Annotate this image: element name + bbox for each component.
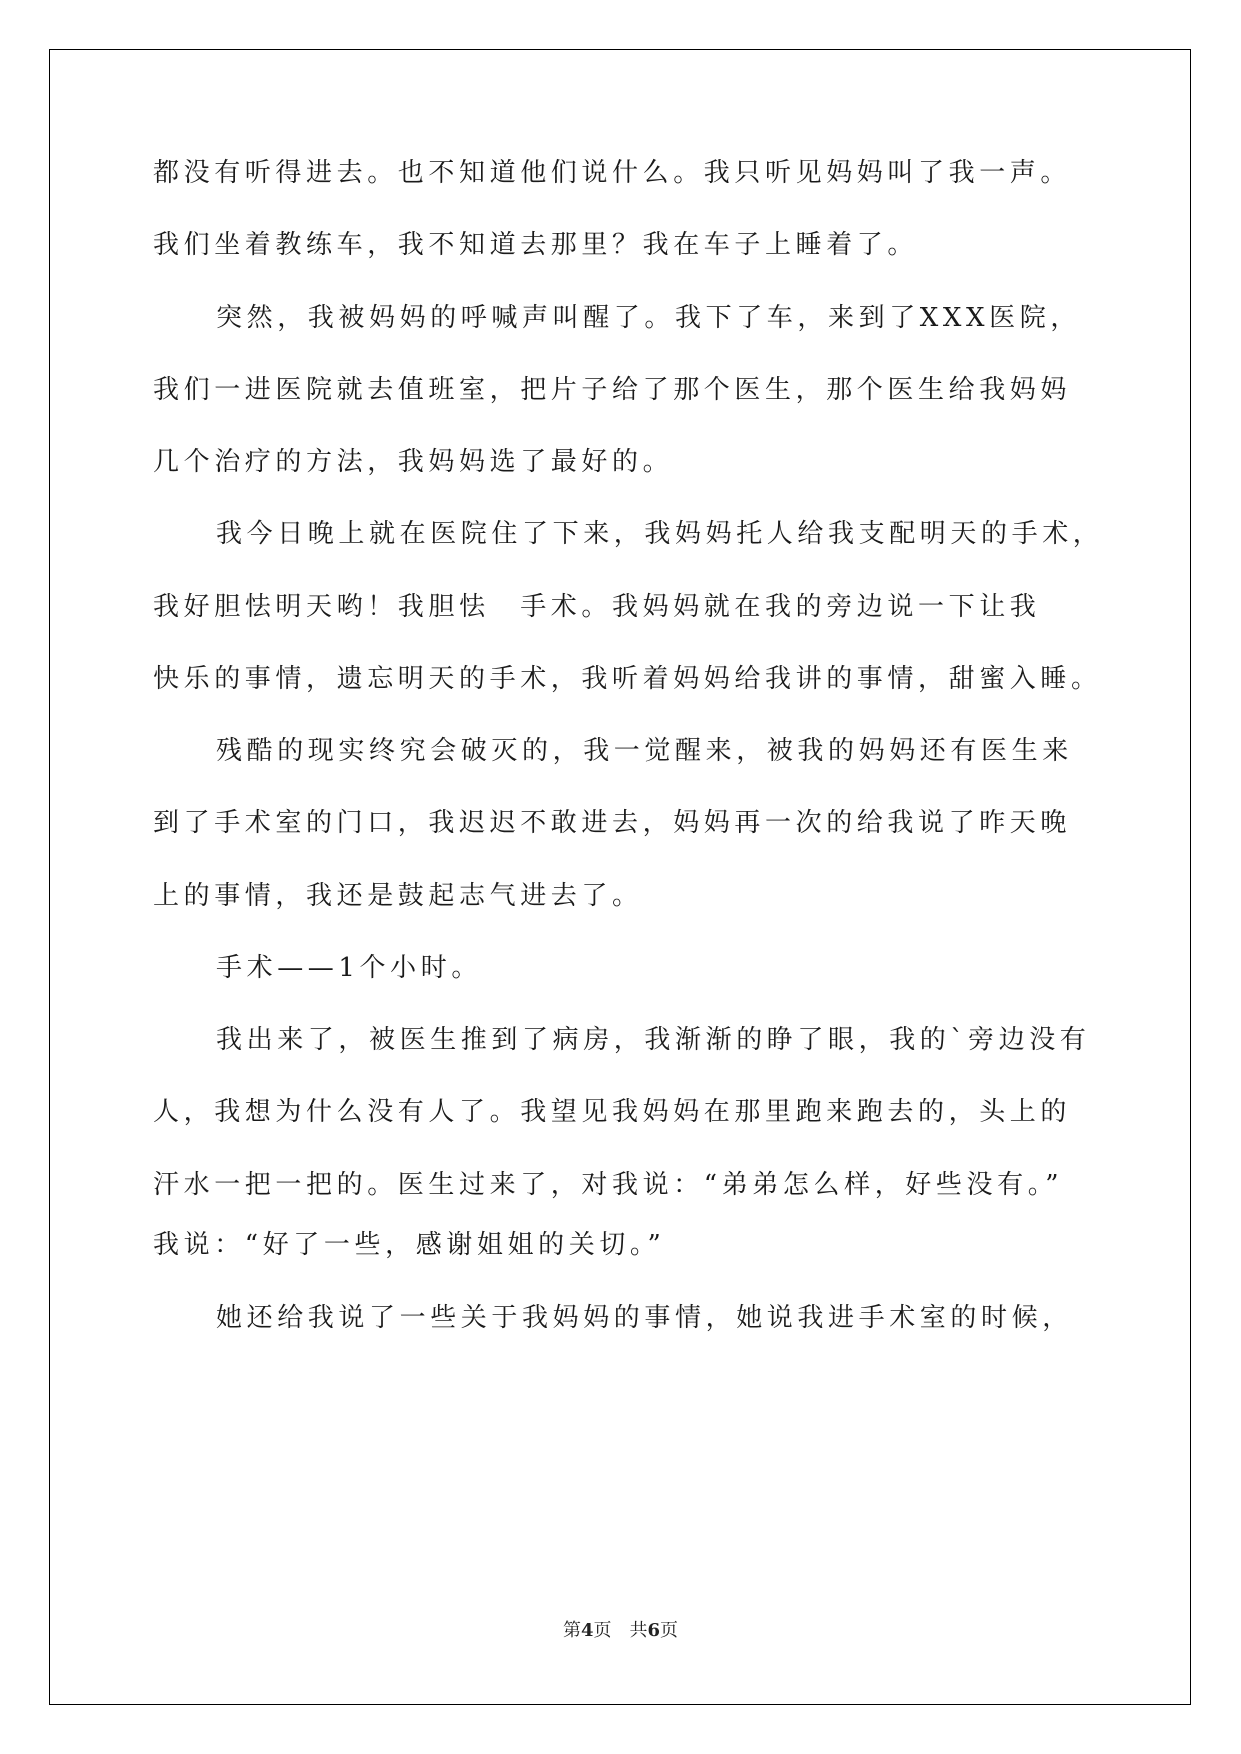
text-line: 手术——1个小时。 bbox=[216, 953, 482, 983]
text-line: 我好胆怯明天哟！我胆怯 手术。我妈妈就在我的旁边说一下让我 bbox=[153, 592, 1041, 622]
text-line: 我们坐着教练车，我不知道去那里？我在车子上睡着了。 bbox=[153, 230, 919, 260]
page-footer bbox=[0, 1616, 1241, 1642]
text-line: 我出来了，被医生推到了病房，我渐渐的睁了眼，我的`旁边没有 bbox=[216, 1025, 1091, 1055]
text-line: 上的事情，我还是鼓起志气进去了。 bbox=[153, 881, 643, 911]
text-line: 我们一进医院就去值班室，把片子给了那个医生，那个医生给我妈妈 bbox=[153, 375, 1072, 405]
footer-page-suffix: 页 bbox=[660, 1620, 679, 1641]
text-line: 快乐的事情，遗忘明天的手术，我听着妈妈给我讲的事情，甜蜜入睡。 bbox=[153, 664, 1102, 694]
text-line: 我说：“好了一些，感谢姐姐的关切。” bbox=[153, 1230, 666, 1260]
text-line: 到了手术室的门口，我迟迟不敢进去，妈妈再一次的给我说了昨天晚 bbox=[153, 808, 1072, 838]
text-line: 汗水一把一把的。医生过来了，对我说：“弟弟怎么样，好些没有。” bbox=[153, 1170, 1064, 1200]
text-line: 突然，我被妈妈的呼喊声叫醒了。我下了车，来到了XXX医院， bbox=[216, 303, 1081, 333]
text-line: 几个治疗的方法，我妈妈选了最好的。 bbox=[153, 447, 674, 477]
text-line: 都没有听得进去。也不知道他们说什么。我只听见妈妈叫了我一声。 bbox=[153, 158, 1072, 188]
footer-page-current: 4 bbox=[580, 1620, 594, 1641]
text-line: 残酷的现实终究会破灭的，我一觉醒来，被我的妈妈还有医生来 bbox=[216, 736, 1073, 766]
footer-page-total: 6 bbox=[647, 1620, 661, 1641]
text-line: 她还给我说了一些关于我妈妈的事情，她说我进手术室的时候， bbox=[216, 1303, 1073, 1333]
page-border bbox=[49, 49, 1191, 1705]
text-line: 人，我想为什么没有人了。我望见我妈妈在那里跑来跑去的，头上的 bbox=[153, 1097, 1072, 1127]
footer-page-middle: 页 共 bbox=[593, 1620, 648, 1641]
footer-page-prefix: 第 bbox=[562, 1620, 581, 1641]
text-line: 我今日晚上就在医院住了下来，我妈妈托人给我支配明天的手术， bbox=[216, 519, 1104, 549]
